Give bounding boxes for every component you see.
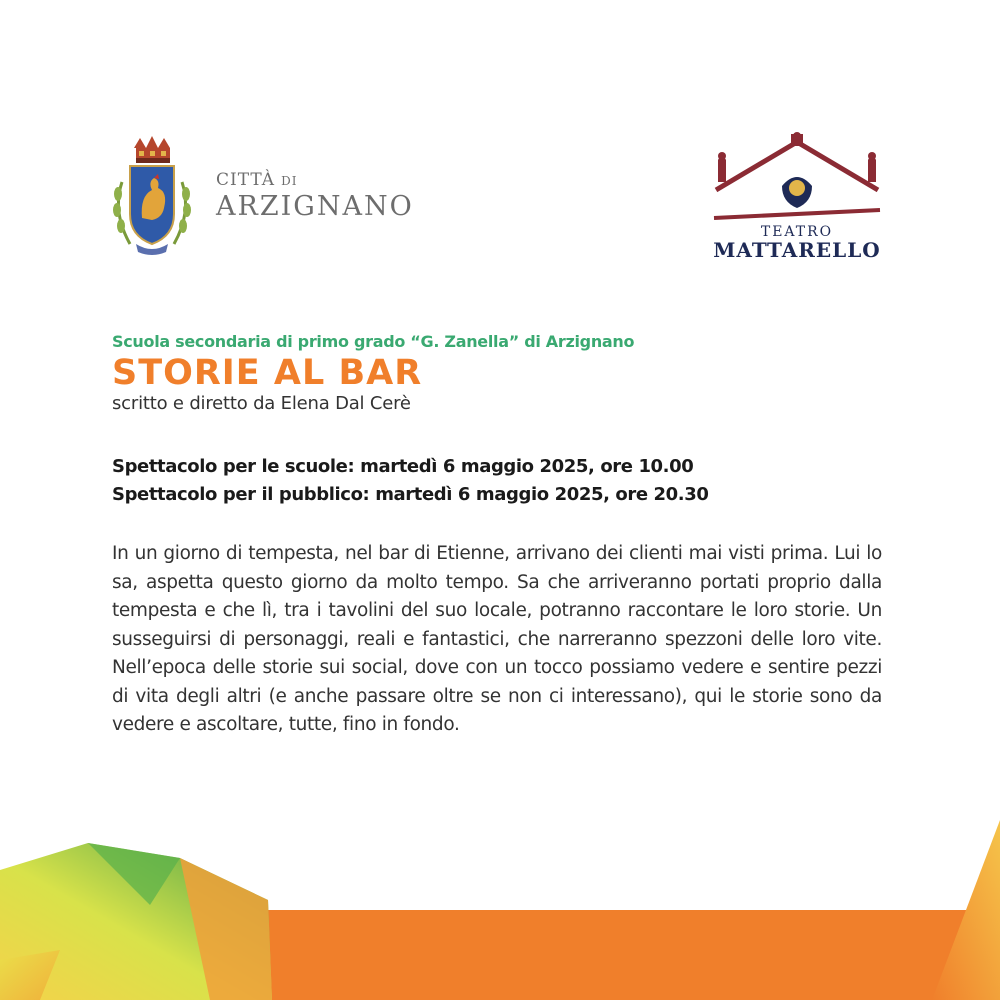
event-title: STORIE AL BAR xyxy=(112,353,423,393)
theater-name: MATTARELLO xyxy=(713,238,881,262)
city-of-arzignano-logo xyxy=(100,132,414,262)
byline-prefix: scritto e diretto da xyxy=(112,393,281,414)
orange-band xyxy=(0,910,1000,1000)
schedule-schools: Spettacolo per le scuole: martedì 6 maggio 2025, ore 10.00 xyxy=(112,456,694,477)
coat-of-arms-icon xyxy=(106,132,198,260)
right-deco-shape xyxy=(932,820,1000,1000)
event-description: In un giorno di tempesta, nel bar di Etienne, arrivano dei clienti mai visti prima. Lui lo sa, aspetta questo giorno da molto tempo. Sa che arriveranno portati proprio dalla tempesta e che lì, tra i tavolini del suo locale, potranno raccontare le loro storie. Un susseguirsi di personaggi, reali e fantastici, che narreranno spezzoni delle loro vite. Nell’epoca delle storie sui social, dove con un tocco possiamo vedere e sentire pezzi di vita degli altri (e anche passare oltre se non ci interessano), qui le storie sono da vedere e ascoltare, tutte, fino in fondo. xyxy=(112,543,882,735)
event-byline xyxy=(112,393,882,414)
left-deco-shape xyxy=(0,843,272,1000)
schedule-public: Spettacolo per il pubblico: martedì 6 maggio 2025, ore 20.30 xyxy=(112,484,709,505)
event-content xyxy=(112,332,882,740)
city-label: CITTÀ DI xyxy=(216,170,298,190)
theater-label: TEATRO xyxy=(760,224,834,240)
teatro-mattarello-logo xyxy=(708,130,886,265)
theater-roof-icon xyxy=(708,130,886,225)
author-name: Elena Dal Cerè xyxy=(280,393,411,414)
schedule xyxy=(112,453,882,509)
city-name: ARZIGNANO xyxy=(216,191,414,222)
school-name: Scuola secondaria di primo grado “G. Zanella” di Arzignano xyxy=(112,332,635,351)
